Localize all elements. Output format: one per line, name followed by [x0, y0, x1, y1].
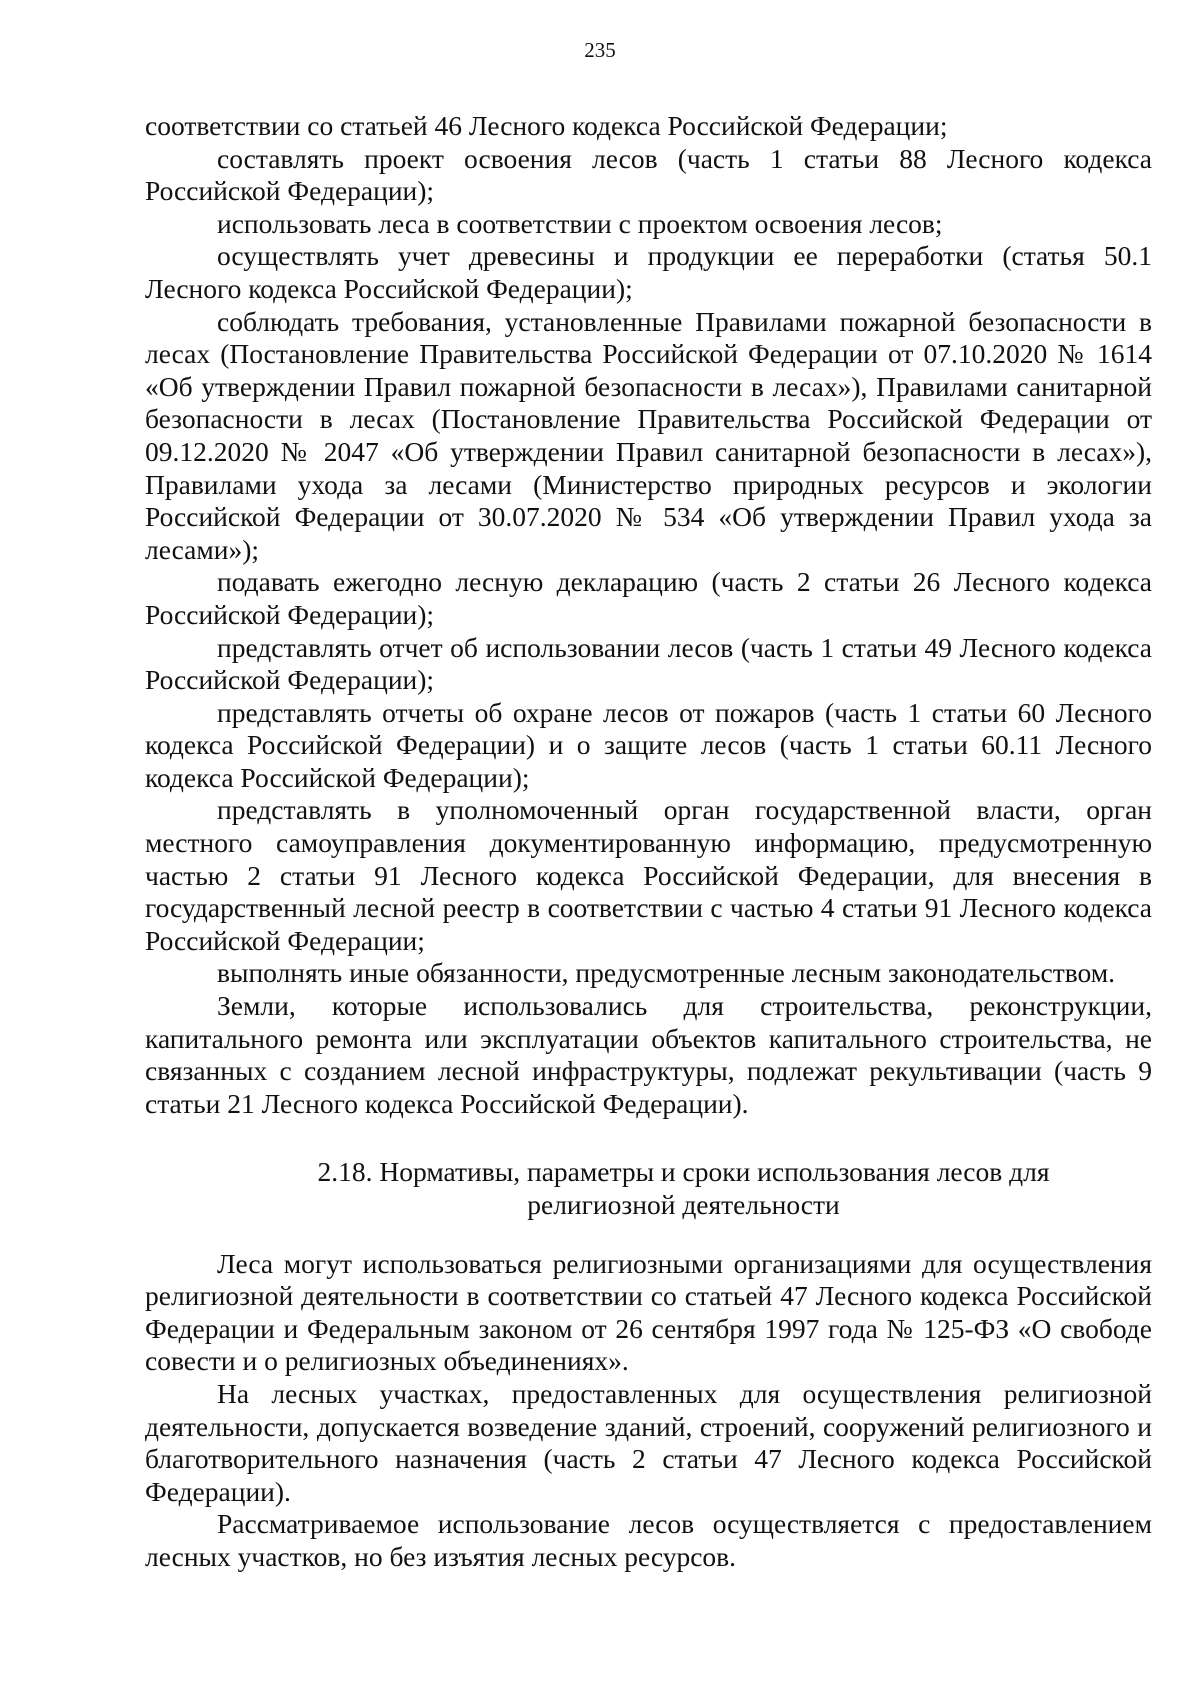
paragraph: составлять проект освоения лесов (часть 1 статьи 88 Лесного кодекса Российской Федерации); — [145, 142, 1152, 207]
paragraph: подавать ежегодно лесную декларацию (часть 2 статьи 26 Лесного кодекса Российской Федерации); — [145, 566, 1152, 630]
section-heading — [145, 1156, 1152, 1221]
paragraph: выполнять иные обязанности, предусмотренные лесным законодательством. — [217, 957, 1116, 989]
paragraph: Рассматриваемое использование лесов осуществляется с предоставлением лесных участков, но без изъятия лесных ресурсов. — [145, 1508, 1152, 1572]
paragraph: представлять в уполномоченный орган государственной власти, орган местного самоуправления документированную информацию, предусмотренную частью 2 статьи 91 Лесного кодекса Российской Федерации, для внесения в государственный лесной реестр в соответствии с частью 4 статьи 91 Лесного кодекса Российской Федерации; — [145, 794, 1152, 956]
paragraph: использовать леса в соответствии с проектом освоения лесов; — [217, 207, 943, 239]
page-number: 235 — [584, 38, 616, 62]
document-body — [145, 110, 1152, 1574]
paragraph: представлять отчеты об охране лесов от пожаров (часть 1 статьи 60 Лесного кодекса Российской Федерации) и о защите лесов (часть 1 статьи 60.11 Лесного кодекса Российской Федерации); — [145, 696, 1152, 793]
paragraph: соответствии со статьей 46 Лесного кодекса Российской Федерации; — [145, 110, 948, 141]
paragraph: осуществлять учет древесины и продукции ее переработки (статья 50.1 Лесного кодекса Российской Федерации); — [145, 240, 1152, 304]
section-heading-line: религиозной деятельности — [527, 1189, 840, 1220]
paragraph: Земли, которые использовались для строительства, реконструкции, капитального ремонта или эксплуатации объектов капитального строительства, не связанных с созданием лесной инфраструктуры, подлежат рекультивации (часть 9 статьи 21 Лесного кодекса Российской Федерации). — [145, 990, 1152, 1119]
section-heading-line: 2.18. Нормативы, параметры и сроки использования лесов для — [317, 1156, 1050, 1188]
paragraph: Леса могут использоваться религиозными организациями для осуществления религиозной деятельности в соответствии со статьей 47 Лесного кодекса Российской Федерации и Федеральным законом от 26 сентября 1997 года № 125-ФЗ «О свободе совести и о религиозных объединениях». — [145, 1247, 1152, 1377]
paragraph: На лесных участках, предоставленных для осуществления религиозной деятельности, допускается возведение зданий, строений, сооружений религиозного и благотворительного назначения (часть 2 статьи 47 Лесного кодекса Российской Федерации). — [145, 1377, 1152, 1507]
paragraph: соблюдать требования, установленные Правилами пожарной безопасности в лесах (Постановление Правительства Российской Федерации от 07.10.2020 № 1614 «Об утверждении Правил пожарной безопасности в лесах»), Правилами санитарной безопасности в лесах (Постановление Правительства Российской Федерации от 09.12.2020 № 2047 «Об утверждении Правил санитарной безопасности в лесах»), Правилами ухода за лесами (Министерство природных ресурсов и экологии Российской Федерации от 30.07.2020 № 534 «Об утверждении Правил ухода за лесами»); — [145, 305, 1152, 565]
paragraph: представлять отчет об использовании лесов (часть 1 статьи 49 Лесного кодекса Российской Федерации); — [145, 631, 1152, 696]
